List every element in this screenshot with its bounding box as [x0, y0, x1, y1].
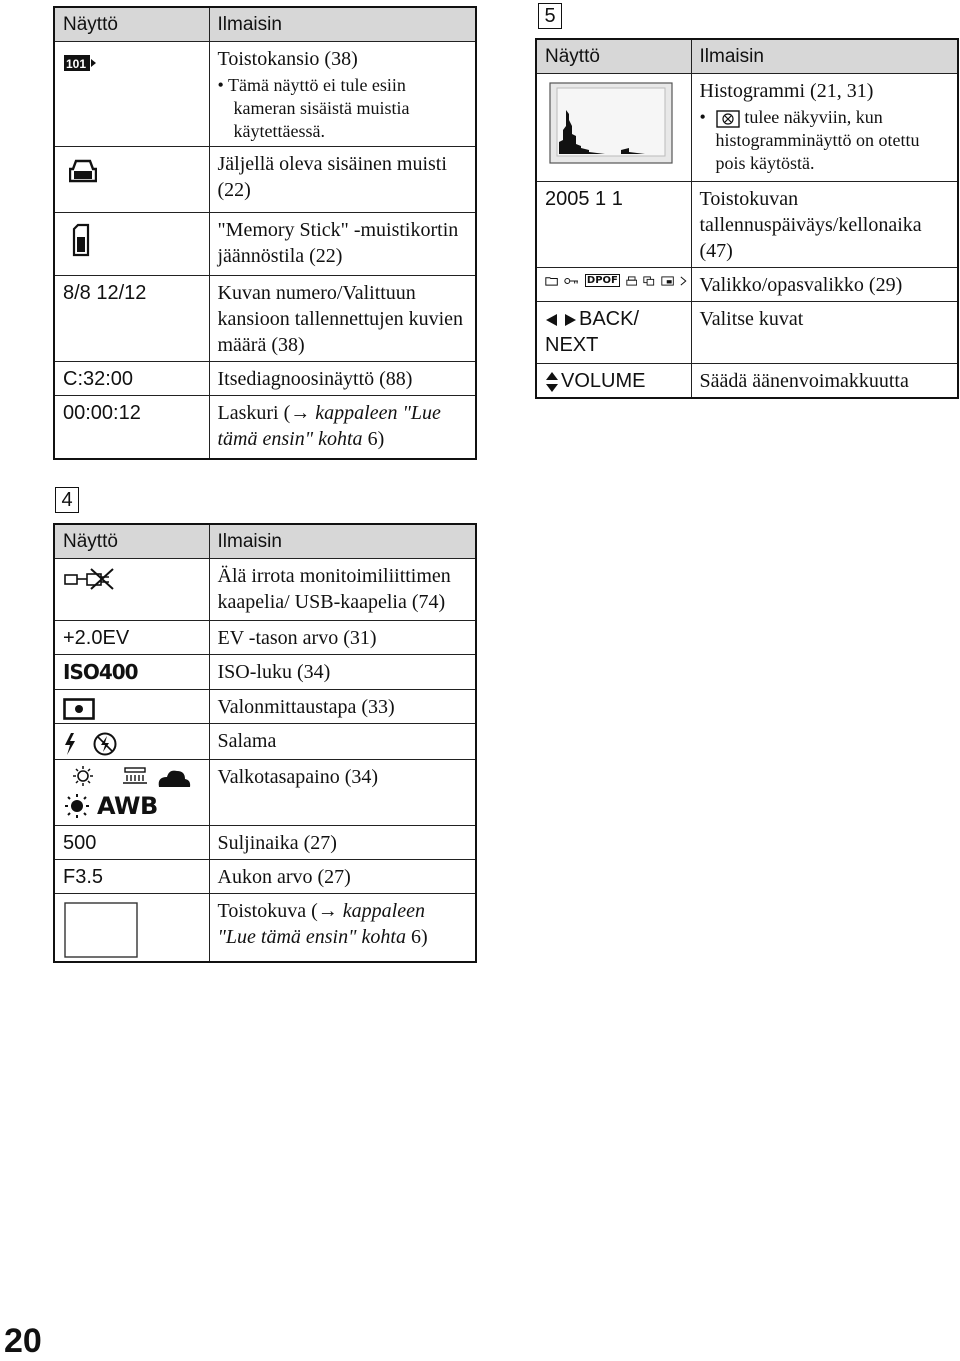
row-note: • Tämä näyttö ei tule esiin kameran sisäistä muistia käytettäessä.: [217, 75, 410, 141]
up-down-arrows-icon: [545, 371, 559, 393]
table-header-row: [54, 7, 476, 42]
row-description: Salama: [209, 724, 476, 759]
section-number-4: 4: [55, 487, 79, 513]
arrow-right-icon: →: [290, 402, 311, 424]
table-row: [54, 690, 476, 724]
left-right-arrows-icon: [545, 313, 577, 327]
row-description: Suljinaika (27): [209, 826, 476, 860]
table-header-row: [536, 39, 958, 74]
table-row: [54, 213, 476, 276]
spot-metering-icon: [63, 698, 95, 720]
no-disconnect-cable-icon: [63, 568, 117, 590]
iso-display: ISO400: [63, 660, 138, 684]
indicator-table-playback: [53, 6, 477, 460]
copy-icon: [643, 275, 654, 287]
internal-memory-icon: [69, 159, 97, 183]
dpof-label: DPOF: [586, 275, 618, 286]
flash-icon: [63, 732, 123, 756]
table-row: [536, 302, 958, 364]
chevron-right-icon: [680, 275, 687, 287]
resize-icon: [661, 275, 674, 287]
playback-image-icon: [64, 902, 138, 958]
row-description: Älä irrota monitoimiliittimen kaapelia/ USB-kaapelia (74): [209, 559, 476, 621]
table-row: [54, 826, 476, 860]
histogram-icon: [549, 82, 673, 164]
volume-display: VOLUME: [561, 370, 646, 392]
histogram-off-icon: [716, 110, 740, 128]
table-row: [54, 759, 476, 825]
table-row: [54, 42, 476, 147]
header-display: Näyttö: [54, 524, 209, 559]
awb-display: AWB: [97, 792, 158, 821]
indicator-table-recording: [53, 523, 477, 963]
print-icon: [626, 275, 637, 287]
table-row: [536, 268, 958, 302]
table-row: [54, 860, 476, 894]
table-row: [54, 621, 476, 655]
row-description: Toistokansio (38): [217, 48, 358, 70]
page-number: 20: [4, 1322, 42, 1360]
table-row: [54, 276, 476, 362]
indicator-table-playback-controls: [535, 38, 959, 399]
table-row: [54, 147, 476, 213]
row-description: ISO-luku (34): [209, 655, 476, 690]
header-display: Näyttö: [536, 39, 691, 74]
image-counter-display: 8/8 12/12: [54, 276, 209, 362]
row-description: Valonmittaustapa (33): [209, 690, 476, 724]
counter-display: 00:00:12: [54, 396, 209, 460]
protect-icon: [564, 275, 579, 287]
row-description: Itsediagnoosinäyttö (88): [209, 362, 476, 396]
row-description: "Memory Stick" -muistikortin jäännöstila (22): [209, 213, 476, 276]
ev-display: +2.0EV: [54, 621, 209, 655]
header-display: Näyttö: [54, 7, 209, 42]
row-description: Aukon arvo (27): [209, 860, 476, 894]
white-balance-icon: [63, 765, 193, 791]
row-description: Valikko/opasvalikko (29): [691, 268, 958, 302]
table-row: [536, 364, 958, 399]
row-description: Jäljellä oleva sisäinen muisti (22): [209, 147, 476, 213]
row-note: • tulee näkyviin, kun histogramminäyttö on otettu pois käytöstä.: [699, 107, 920, 173]
table-row: [54, 724, 476, 759]
sunny-icon: [63, 793, 91, 819]
row-description: Histogrammi (21, 31): [699, 80, 874, 102]
table-row: [536, 74, 958, 182]
table-row: [536, 182, 958, 268]
section-number-5: 5: [538, 3, 562, 29]
aperture-display: F3.5: [54, 860, 209, 894]
table-row: [54, 894, 476, 963]
menu-guide-icons: [545, 274, 687, 287]
date-display: 2005 1 1: [536, 182, 691, 268]
row-description: Valkotasapaino (34): [209, 759, 476, 825]
table-row: [54, 559, 476, 621]
table-row: [54, 655, 476, 690]
row-description: Laskuri (→ kappaleen "Lue tämä ensin" kohta 6): [209, 396, 476, 460]
table-row: [54, 396, 476, 460]
memory-stick-icon: [72, 223, 90, 257]
back-next-display: BACK/ NEXT: [545, 308, 640, 356]
header-indicator: Ilmaisin: [209, 7, 476, 42]
row-description: Valitse kuvat: [691, 302, 958, 364]
shutter-speed-display: 500: [54, 826, 209, 860]
folder-101-icon: [63, 54, 97, 72]
header-indicator: Ilmaisin: [209, 524, 476, 559]
row-description: Toistokuvan tallennuspäiväys/kellonaika (47): [691, 182, 958, 268]
header-indicator: Ilmaisin: [691, 39, 958, 74]
row-description: Kuvan numero/Valittuun kansioon tallennettujen kuvien määrä (38): [209, 276, 476, 362]
table-row: [54, 362, 476, 396]
folder-icon: [545, 275, 558, 287]
table-header-row: [54, 524, 476, 559]
svg-text:101: 101: [66, 57, 87, 72]
arrow-right-icon: →: [317, 900, 338, 923]
self-diagnosis-display: C:32:00: [54, 362, 209, 396]
row-description: Säädä äänenvoimakkuutta: [691, 364, 958, 399]
row-description: EV -tason arvo (31): [209, 621, 476, 655]
row-description: Toistokuva (→ kappaleen "Lue tämä ensin" kohta 6): [209, 894, 476, 963]
